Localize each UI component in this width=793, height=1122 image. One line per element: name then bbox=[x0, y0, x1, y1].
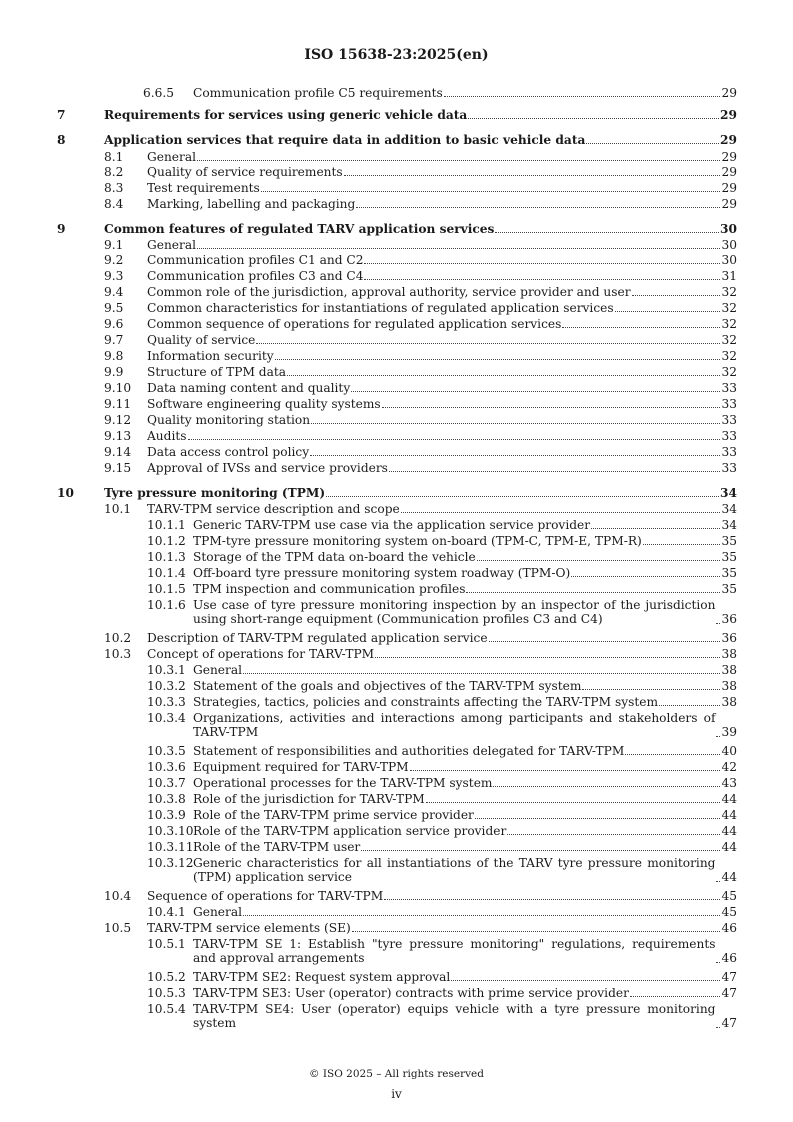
toc-entry-number: 8.4 bbox=[104, 197, 124, 211]
toc-entry-title: Common role of the jurisdiction, approval authority, service provider and user bbox=[147, 285, 631, 299]
toc-entry-number: 10.1.3 bbox=[147, 550, 186, 564]
toc-entry-page: 46 bbox=[721, 951, 737, 966]
toc-entry-title: Role of the TARV-TPM prime service provider bbox=[193, 808, 474, 822]
toc-entry-page: 35 bbox=[721, 566, 737, 580]
toc-entry-title: Communication profile C5 requirements bbox=[193, 86, 443, 100]
toc-entry-number: 9 bbox=[57, 222, 66, 236]
toc-entry-title: TARV-TPM SE2: Request system approval bbox=[193, 970, 451, 984]
toc-entry-page: 45 bbox=[721, 905, 737, 919]
toc-entry-title: Common characteristics for instantiations of regulated application services bbox=[147, 301, 614, 315]
toc-entry-title: Role of the TARV-TPM application service provider bbox=[193, 824, 507, 838]
document-id: ISO 15638-23:2025(en) bbox=[304, 47, 489, 63]
dot-leader bbox=[364, 278, 720, 280]
toc-entry-number: 9.13 bbox=[104, 429, 132, 443]
dot-leader bbox=[384, 898, 720, 900]
toc-entry-title: Storage of the TPM data on-board the vehicle bbox=[193, 550, 476, 564]
toc-entry-title: TARV-TPM SE3: User (operator) contracts with prime service provider bbox=[193, 986, 629, 1000]
dot-leader bbox=[410, 769, 721, 771]
toc-entry-number: 10.3.10 bbox=[147, 824, 194, 838]
toc-entry-number: 8 bbox=[57, 133, 66, 147]
toc-entry-number: 10.3.1 bbox=[147, 663, 186, 677]
toc-entry-title: TPM inspection and communication profiles bbox=[193, 582, 466, 596]
dot-leader bbox=[562, 326, 720, 328]
toc-entry-number: 10.5 bbox=[104, 921, 132, 935]
toc-entry-number: 10 bbox=[57, 486, 74, 500]
toc-entry-title: TARV-TPM SE4: User (operator) equips vehicle with a tyre pressure monitoring system bbox=[193, 1002, 716, 1031]
dot-leader bbox=[716, 961, 720, 963]
toc-entry-number: 10.3 bbox=[104, 647, 132, 661]
toc-entry-title: General bbox=[147, 150, 196, 164]
toc-entry-title: Application services that require data in addition to basic vehicle data bbox=[104, 133, 586, 147]
toc-entry-page: 29 bbox=[721, 181, 737, 195]
toc-entry-page: 43 bbox=[721, 776, 737, 790]
toc-entry-title: Quality monitoring station bbox=[147, 413, 311, 427]
toc-entry-page: 31 bbox=[721, 269, 737, 283]
toc-entry-page: 33 bbox=[721, 461, 737, 475]
toc-entry-page: 34 bbox=[721, 518, 737, 532]
copyright-notice: © ISO 2025 – All rights reserved bbox=[309, 1068, 484, 1080]
toc-entry-title: Audits bbox=[147, 429, 187, 443]
toc-entry-page: 47 bbox=[721, 986, 737, 1000]
toc-entry-page: 44 bbox=[721, 840, 737, 854]
dot-leader bbox=[586, 142, 719, 144]
toc-entry-page: 29 bbox=[721, 165, 737, 179]
toc-entry-page: 33 bbox=[721, 381, 737, 395]
toc-entry-title: Structure of TPM data bbox=[147, 365, 287, 379]
dot-leader bbox=[625, 753, 720, 755]
toc-entry-title: Sequence of operations for TARV-TPM bbox=[147, 889, 384, 903]
toc-entry-page: 29 bbox=[721, 86, 737, 100]
dot-leader bbox=[716, 1026, 720, 1028]
toc-entry-page: 47 bbox=[721, 970, 737, 984]
toc-entry-number: 8.3 bbox=[104, 181, 124, 195]
toc-entry-title: TPM-tyre pressure monitoring system on-board (TPM-C, TPM-E, TPM-R) bbox=[193, 534, 642, 548]
toc-entry-page: 32 bbox=[721, 301, 737, 315]
toc-entry-title: Data access control policy bbox=[147, 445, 310, 459]
toc-entry-title: Requirements for services using generic vehicle data bbox=[104, 108, 468, 122]
page-number: iv bbox=[391, 1087, 402, 1101]
toc-entry-page: 39 bbox=[721, 725, 737, 740]
toc-entry-title: General bbox=[193, 663, 242, 677]
toc-entry-title: Test requirements bbox=[147, 181, 260, 195]
toc-entry-number: 10.1.4 bbox=[147, 566, 186, 580]
dot-leader bbox=[243, 914, 720, 916]
page-footer bbox=[0, 1067, 793, 1101]
toc-entry-number: 9.2 bbox=[104, 253, 124, 267]
toc-entry-page: 40 bbox=[721, 744, 737, 758]
toc-entry-title: TARV-TPM service description and scope bbox=[147, 502, 400, 516]
toc-entry-title: Communication profiles C1 and C2 bbox=[147, 253, 364, 267]
toc-entry-title: Approval of IVSs and service providers bbox=[147, 461, 388, 475]
toc-entry-page: 38 bbox=[721, 647, 737, 661]
toc-entry-page: 44 bbox=[721, 870, 737, 885]
toc-entry-number: 10.5.3 bbox=[147, 986, 186, 1000]
dot-leader bbox=[275, 358, 721, 360]
toc-entry-number: 8.2 bbox=[104, 165, 124, 179]
toc-entry-page: 42 bbox=[721, 760, 737, 774]
dot-leader bbox=[716, 735, 720, 737]
dot-leader bbox=[716, 880, 720, 882]
dot-leader bbox=[197, 159, 720, 161]
dot-leader bbox=[468, 117, 719, 119]
toc-entry-page: 46 bbox=[721, 921, 737, 935]
toc-entry-title: TARV-TPM SE 1: Establish "tyre pressure monitoring" regulations, requirements and approval arrangements bbox=[193, 937, 716, 966]
toc-entry-title: Role of the TARV-TPM user bbox=[193, 840, 361, 854]
dot-leader bbox=[375, 656, 720, 658]
dot-leader bbox=[261, 190, 721, 192]
dot-leader bbox=[310, 454, 720, 456]
toc-entry-number: 10.1.6 bbox=[147, 598, 186, 612]
dot-leader bbox=[466, 591, 720, 593]
toc-entry-title: Strategies, tactics, policies and constraints affecting the TARV-TPM system bbox=[193, 695, 659, 709]
dot-leader bbox=[477, 559, 721, 561]
toc-entry-page: 29 bbox=[721, 150, 737, 164]
toc-entry-title: Marking, labelling and packaging bbox=[147, 197, 356, 211]
toc-entry-page: 32 bbox=[721, 285, 737, 299]
dot-leader bbox=[659, 704, 720, 706]
toc-entry-page: 33 bbox=[721, 429, 737, 443]
toc-entry-number: 10.3.9 bbox=[147, 808, 186, 822]
dot-leader bbox=[495, 231, 719, 233]
dot-leader bbox=[615, 310, 721, 312]
dot-leader bbox=[361, 849, 720, 851]
dot-leader bbox=[311, 422, 720, 424]
toc-entry-number: 10.3.8 bbox=[147, 792, 186, 806]
toc-entry-page: 32 bbox=[721, 333, 737, 347]
toc-entry-page: 32 bbox=[721, 317, 737, 331]
dot-leader bbox=[188, 438, 721, 440]
dot-leader bbox=[489, 640, 721, 642]
toc-entry-number: 9.1 bbox=[104, 238, 124, 252]
toc-entry-page: 35 bbox=[721, 550, 737, 564]
toc-entry-number: 10.4.1 bbox=[147, 905, 186, 919]
toc-entry-page: 30 bbox=[721, 253, 737, 267]
dot-leader bbox=[256, 342, 720, 344]
toc-entry-number: 9.15 bbox=[104, 461, 132, 475]
toc-entry-title: TARV-TPM service elements (SE) bbox=[147, 921, 351, 935]
dot-leader bbox=[197, 247, 720, 249]
dot-leader bbox=[344, 174, 721, 176]
dot-leader bbox=[356, 206, 720, 208]
toc-entry-title: Use case of tyre pressure monitoring inspection by an inspector of the jurisdiction using short-range equipment (Communication profiles C3 and C4) bbox=[193, 598, 716, 627]
toc-entry-page: 44 bbox=[721, 808, 737, 822]
toc-entry-title: Statement of responsibilities and authorities delegated for TARV-TPM bbox=[193, 744, 625, 758]
toc-entry-number: 10.3.5 bbox=[147, 744, 186, 758]
toc-entry-title: Quality of service bbox=[147, 333, 256, 347]
toc-entry-page: 35 bbox=[721, 534, 737, 548]
toc-entry-title: Equipment required for TARV-TPM bbox=[193, 760, 409, 774]
dot-leader bbox=[382, 406, 721, 408]
toc-entry-page: 36 bbox=[721, 612, 737, 627]
toc-entry-number: 9.6 bbox=[104, 317, 124, 331]
toc-entry-title: Role of the jurisdiction for TARV-TPM bbox=[193, 792, 425, 806]
dot-leader bbox=[571, 575, 720, 577]
toc-entry-number: 10.5.1 bbox=[147, 937, 186, 951]
toc-entry-page: 38 bbox=[721, 663, 737, 677]
dot-leader bbox=[493, 785, 720, 787]
toc-entry-number: 8.1 bbox=[104, 150, 124, 164]
dot-leader bbox=[444, 95, 721, 97]
toc-entry-page: 47 bbox=[721, 1016, 737, 1031]
toc-entry-number: 9.7 bbox=[104, 333, 124, 347]
toc-entry-title: Data naming content and quality bbox=[147, 381, 351, 395]
dot-leader bbox=[643, 543, 721, 545]
toc-entry-page: 44 bbox=[721, 824, 737, 838]
dot-leader bbox=[451, 979, 720, 981]
toc-entry-title: Description of TARV-TPM regulated application service bbox=[147, 631, 488, 645]
toc-entry-title: Communication profiles C3 and C4 bbox=[147, 269, 364, 283]
toc-entry-title: Generic TARV-TPM use case via the application service provider bbox=[193, 518, 591, 532]
toc-entry-page: 32 bbox=[721, 349, 737, 363]
toc-entry-page: 38 bbox=[721, 679, 737, 693]
toc-entry-page: 45 bbox=[721, 889, 737, 903]
toc-entry-number: 10.2 bbox=[104, 631, 132, 645]
toc-entry-number: 9.8 bbox=[104, 349, 124, 363]
toc-entry-title: Statement of the goals and objectives of the TARV-TPM system bbox=[193, 679, 582, 693]
toc-entry-title: Generic characteristics for all instantiations of the TARV tyre pressure monitoring (TPM) application service bbox=[193, 856, 716, 885]
dot-leader bbox=[364, 262, 720, 264]
toc-entry-number: 7 bbox=[57, 108, 66, 122]
dot-leader bbox=[352, 930, 721, 932]
toc-entry-title: Common features of regulated TARV application services bbox=[104, 222, 495, 236]
toc-entry-page: 33 bbox=[721, 445, 737, 459]
toc-entry-page: 34 bbox=[721, 502, 737, 516]
toc-entry-number: 10.1.5 bbox=[147, 582, 186, 596]
toc-entry-number: 10.3.4 bbox=[147, 711, 186, 725]
dot-leader bbox=[591, 527, 720, 529]
toc-entry-number: 9.4 bbox=[104, 285, 124, 299]
toc-entry-title: General bbox=[147, 238, 196, 252]
dot-leader bbox=[632, 294, 721, 296]
toc-entry-number: 10.3.7 bbox=[147, 776, 186, 790]
toc-entry-title: Operational processes for the TARV-TPM system bbox=[193, 776, 493, 790]
dot-leader bbox=[475, 817, 721, 819]
toc-entry-number: 9.9 bbox=[104, 365, 124, 379]
toc-entry-page: 33 bbox=[721, 413, 737, 427]
toc-entry-page: 30 bbox=[720, 222, 737, 236]
toc-entry-title: Tyre pressure monitoring (TPM) bbox=[104, 486, 326, 500]
toc-entry-page: 33 bbox=[721, 397, 737, 411]
toc-entry-title: Information security bbox=[147, 349, 274, 363]
toc-entry-page: 29 bbox=[721, 197, 737, 211]
toc-entry-page: 35 bbox=[721, 582, 737, 596]
toc-entry-number: 10.4 bbox=[104, 889, 132, 903]
toc-entry-title: Organizations, activities and interactions among participants and stakeholders of TARV-TPM bbox=[193, 711, 716, 740]
dot-leader bbox=[507, 833, 720, 835]
toc-entry-number: 9.12 bbox=[104, 413, 132, 427]
toc-entry-title: General bbox=[193, 905, 242, 919]
toc-entry-page: 38 bbox=[721, 695, 737, 709]
dot-leader bbox=[426, 801, 721, 803]
toc-entry-number: 10.1 bbox=[104, 502, 132, 516]
toc-entry-page: 29 bbox=[720, 133, 737, 147]
toc-entry-number: 10.3.12 bbox=[147, 856, 194, 870]
toc-entry-number: 10.5.2 bbox=[147, 970, 186, 984]
dot-leader bbox=[389, 470, 721, 472]
dot-leader bbox=[630, 995, 721, 997]
toc-entry-number: 10.1.2 bbox=[147, 534, 186, 548]
dot-leader bbox=[582, 688, 720, 690]
toc-entry-number: 10.1.1 bbox=[147, 518, 186, 532]
toc-entry-number: 9.11 bbox=[104, 397, 132, 411]
toc-entry-number: 10.3.6 bbox=[147, 760, 186, 774]
toc-entry-page: 32 bbox=[721, 365, 737, 379]
toc-entry-title: Software engineering quality systems bbox=[147, 397, 381, 411]
toc-entry-number: 9.14 bbox=[104, 445, 132, 459]
toc-entry-number: 10.3.3 bbox=[147, 695, 186, 709]
dot-leader bbox=[287, 374, 720, 376]
toc-entry-number: 9.3 bbox=[104, 269, 124, 283]
toc-entry-page: 34 bbox=[720, 486, 737, 500]
toc-entry-page: 29 bbox=[720, 108, 737, 122]
toc-entry-title: Quality of service requirements bbox=[147, 165, 343, 179]
toc-entry-title: Concept of operations for TARV-TPM bbox=[147, 647, 375, 661]
toc-entry-page: 30 bbox=[721, 238, 737, 252]
toc-entry-page: 36 bbox=[721, 631, 737, 645]
dot-leader bbox=[326, 495, 719, 497]
dot-leader bbox=[243, 672, 720, 674]
page-header bbox=[0, 47, 793, 63]
toc-entry-number: 10.3.11 bbox=[147, 840, 194, 854]
toc-entry-number: 9.10 bbox=[104, 381, 132, 395]
dot-leader bbox=[351, 390, 720, 392]
toc-entry-title: Off-board tyre pressure monitoring system roadway (TPM-O) bbox=[193, 566, 571, 580]
toc-entry-number: 10.5.4 bbox=[147, 1002, 186, 1016]
toc-entry-title: Common sequence of operations for regulated application services bbox=[147, 317, 562, 331]
dot-leader bbox=[716, 622, 720, 624]
toc-entry-number: 10.3.2 bbox=[147, 679, 186, 693]
dot-leader bbox=[401, 511, 721, 513]
toc-entry-number: 6.6.5 bbox=[143, 86, 175, 100]
toc-entry-number: 9.5 bbox=[104, 301, 124, 315]
toc-entry-page: 44 bbox=[721, 792, 737, 806]
